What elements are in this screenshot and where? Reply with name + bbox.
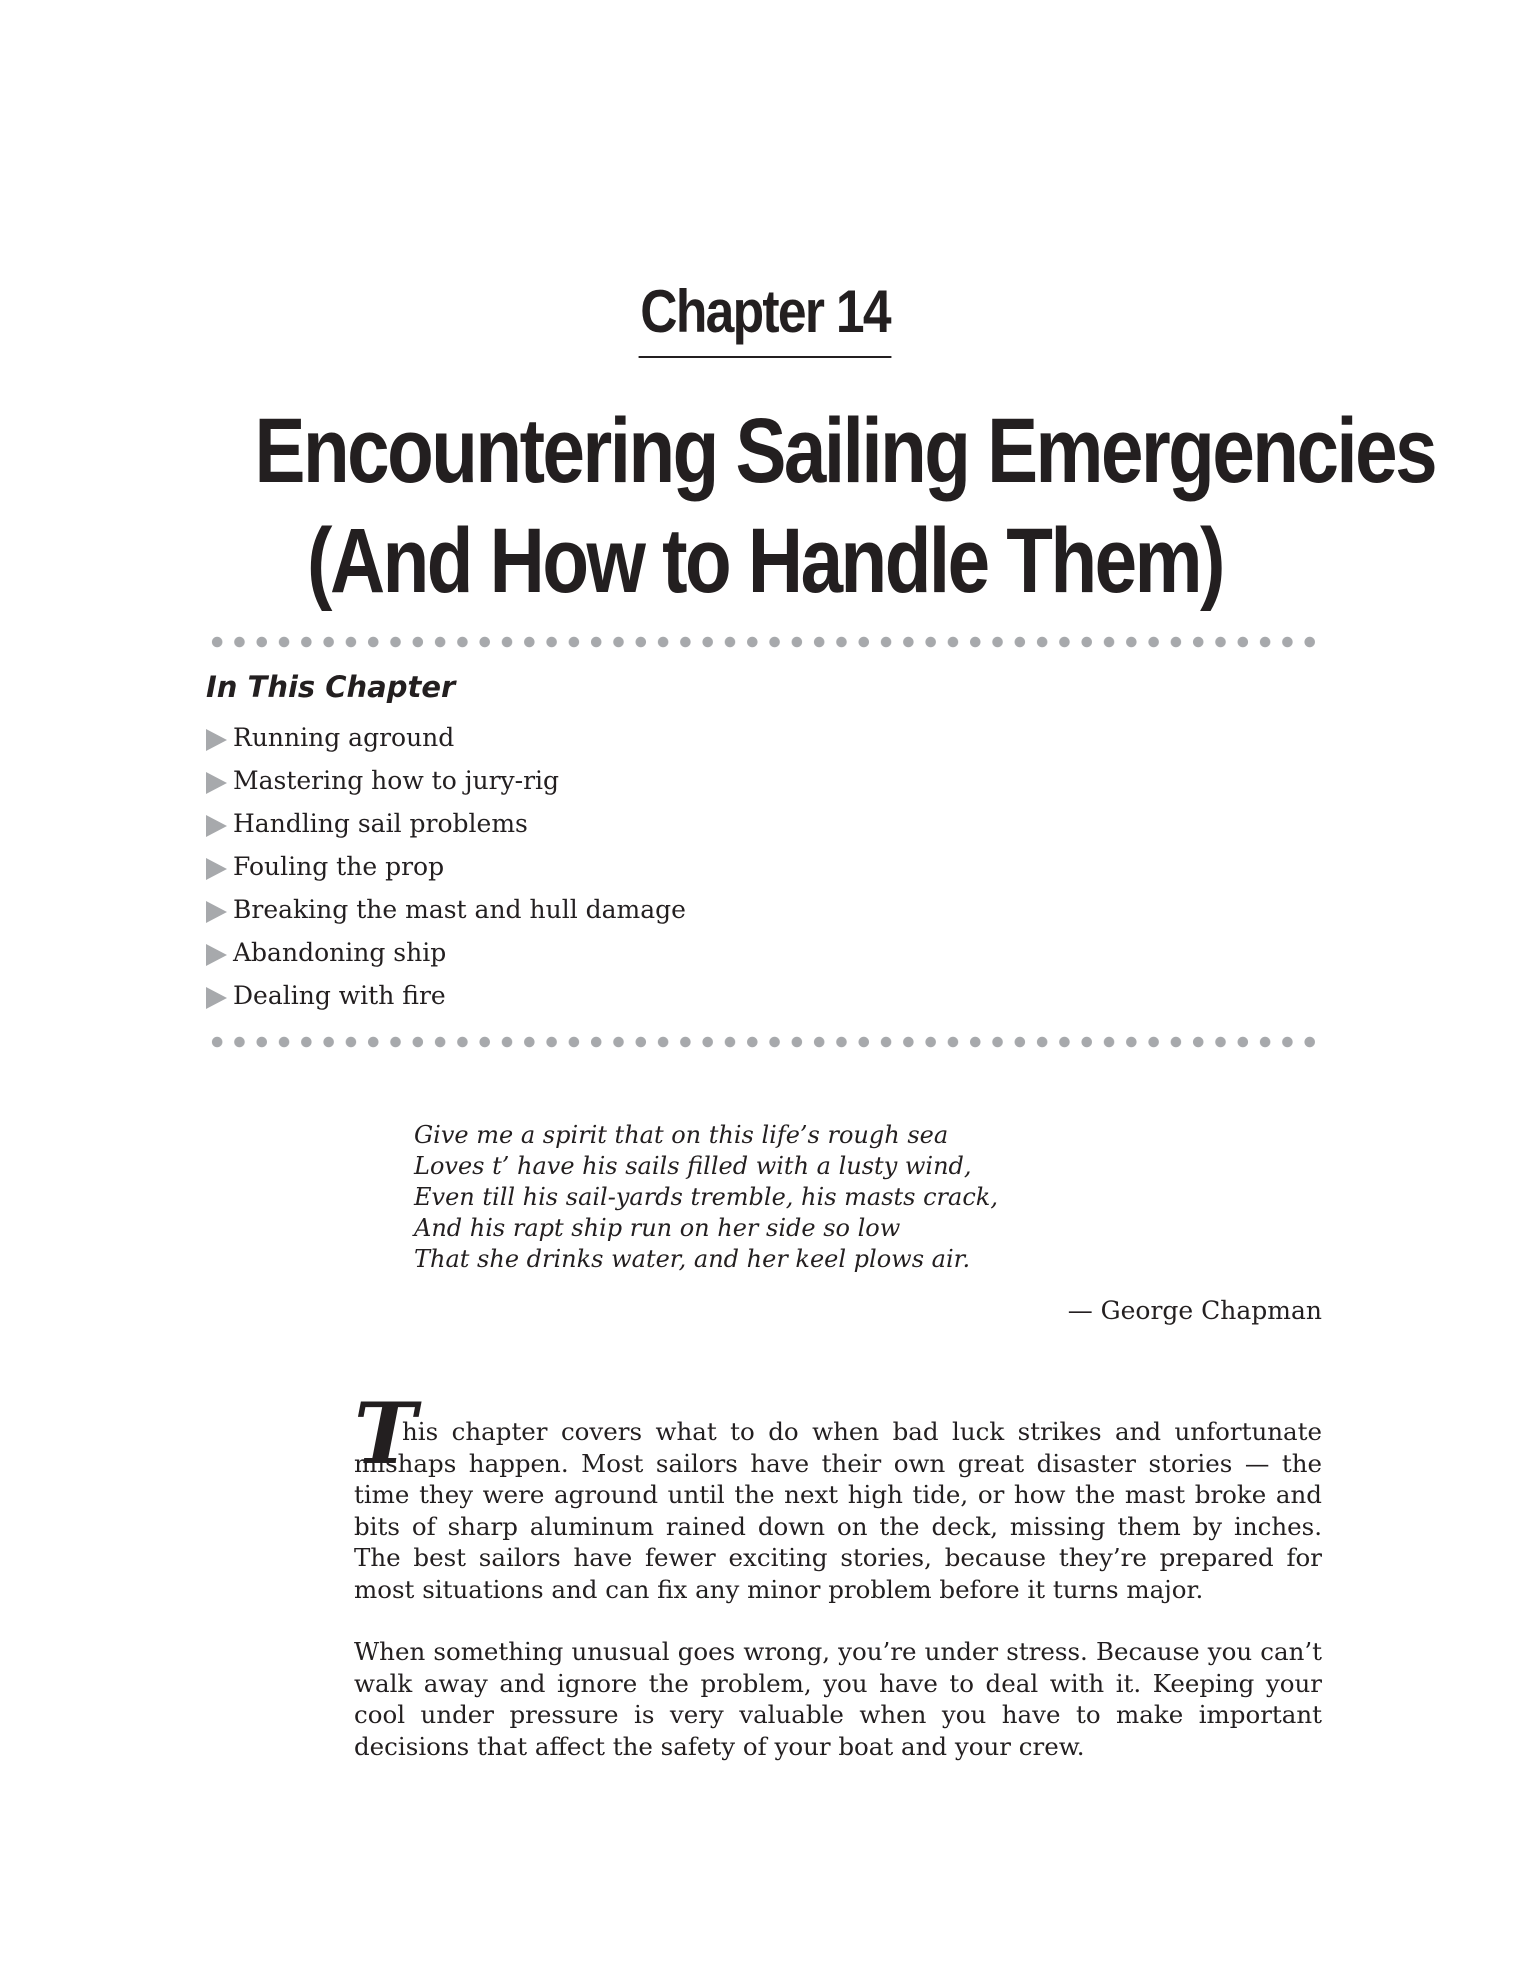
list-item xyxy=(206,845,686,888)
list-item xyxy=(206,716,686,759)
triangle-right-icon xyxy=(206,858,227,880)
epigraph-line: Even till his sail-yards tremble, his masts crack, xyxy=(414,1183,998,1211)
triangle-right-icon xyxy=(206,987,227,1009)
triangle-right-icon xyxy=(206,772,227,794)
chapter-number-text: Chapter 14 xyxy=(639,282,892,358)
drop-cap: T xyxy=(354,1384,417,1483)
chapter-title-line-2: (And How to Handle Them) xyxy=(307,510,1223,612)
epigraph-line: Give me a spirit that on this life’s rough sea xyxy=(414,1121,949,1149)
chapter-number xyxy=(0,278,1530,358)
dotted-divider-top xyxy=(206,636,1322,648)
body-paragraph-2: When something unusual goes wrong, you’re under stress. Because you can’t walk away and ignore the problem, you have to deal with it. Keeping your cool under pressure is very valuable when you have to make important decisions that affect the safety of your boat and your crew. xyxy=(354,1637,1322,1761)
in-this-chapter-heading: In This Chapter xyxy=(206,670,456,704)
triangle-right-icon xyxy=(206,729,227,751)
list-item-label: Handling sail problems xyxy=(233,809,528,838)
list-item-label: Running aground xyxy=(233,723,455,752)
triangle-right-icon xyxy=(206,901,227,923)
triangle-right-icon xyxy=(206,944,227,966)
list-item-label: Fouling the prop xyxy=(233,852,445,881)
list-item xyxy=(206,759,686,802)
list-item-label: Dealing with fire xyxy=(233,981,446,1010)
epigraph-line: That she drinks water, and her keel plows air. xyxy=(414,1245,971,1273)
chapter-title-line-1: Encountering Sailing Emergencies xyxy=(254,400,1436,502)
list-item-label: Mastering how to jury-rig xyxy=(233,766,560,795)
body-paragraph-1: his chapter covers what to do when bad luck strikes and unfortunate mishaps happen. Most sailors have their own great disaster stories — the time they were aground until the next high tide, or how the mast broke and bits of sharp aluminum rained down on the deck, missing them by inches. The best sailors have fewer exciting stories, because they’re prepared for most situations and can fix any minor problem before it turns major. xyxy=(354,1417,1322,1604)
epigraph-line: And his rapt ship run on her side so low xyxy=(414,1214,901,1242)
list-item xyxy=(206,888,686,931)
list-item xyxy=(206,802,686,845)
chapter-title xyxy=(150,396,1436,616)
epigraph-quote xyxy=(414,1120,998,1275)
list-item xyxy=(206,931,686,974)
list-item xyxy=(206,974,686,1017)
in-this-chapter-list xyxy=(206,716,686,1017)
list-item-label: Breaking the mast and hull damage xyxy=(233,895,686,924)
triangle-right-icon xyxy=(206,815,227,837)
dotted-divider-bottom xyxy=(206,1036,1322,1048)
epigraph-attribution: — George Chapman xyxy=(1067,1296,1322,1325)
epigraph-line: Loves t’ have his sails filled with a lusty wind, xyxy=(414,1152,972,1180)
list-item-label: Abandoning ship xyxy=(233,938,447,967)
